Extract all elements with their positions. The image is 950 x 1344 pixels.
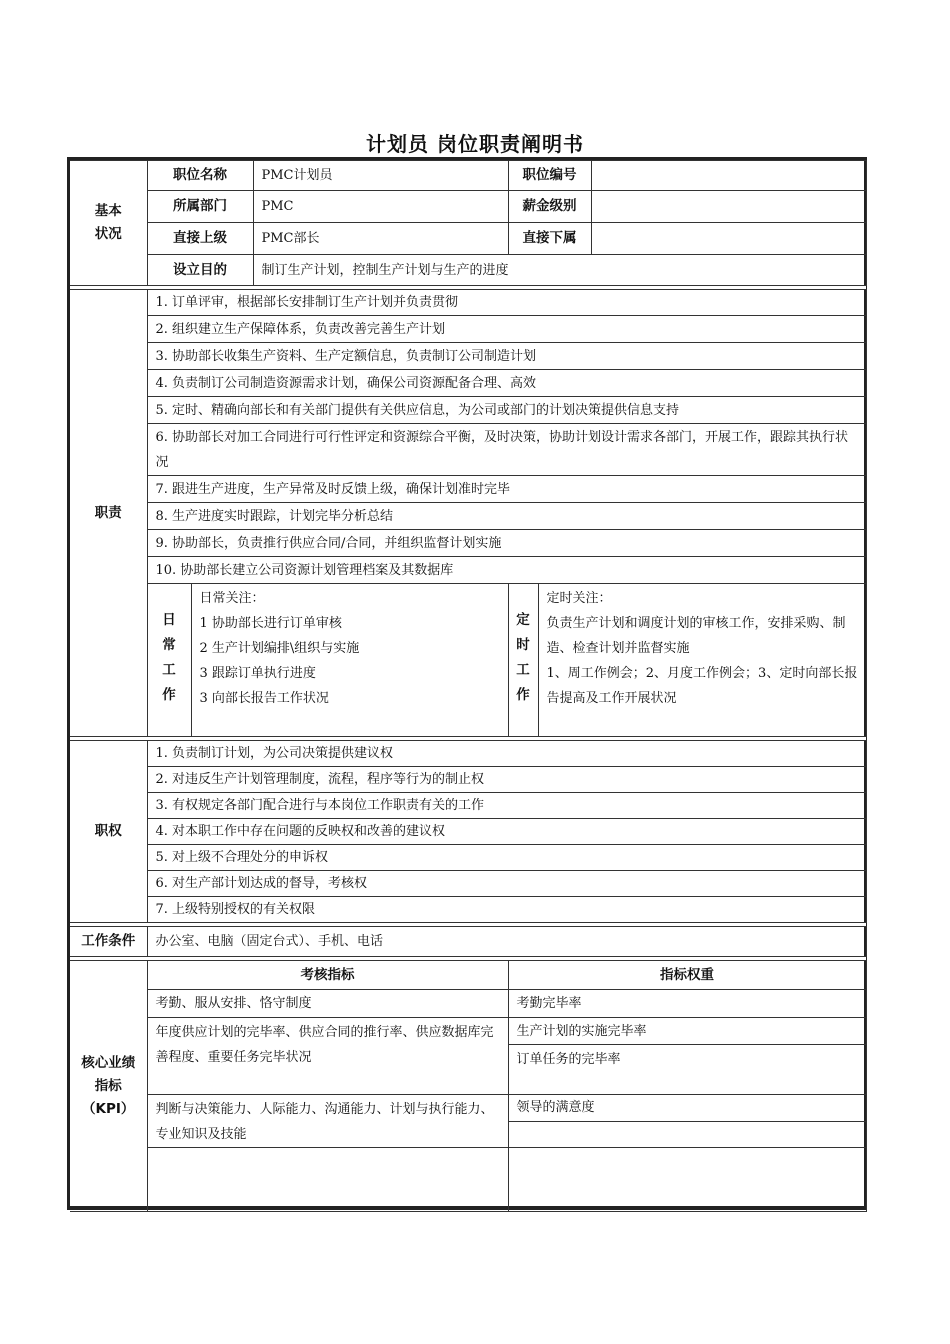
kpi-weight-header: 指标权重 <box>508 961 866 990</box>
authority-item: 5. 对上级不合理处分的申诉权 <box>147 845 866 871</box>
kpi-indicator-cell: 年度供应计划的完毕率、供应合同的推行率、供应数据库完善程度、重要任务完毕状况 <box>147 1018 508 1095</box>
duty-item: 2. 组织建立生产保障体系，负责改善完善生产计划 <box>147 316 866 343</box>
duty-item: 1. 订单评审，根据部长安排制订生产计划并负责贯彻 <box>147 290 866 316</box>
duty-item: 9. 协助部长，负责推行供应合同/合同，并组织监督计划实施 <box>147 530 866 557</box>
duty-item: 8. 生产进度实时跟踪，计划完毕分析总结 <box>147 503 866 530</box>
kpi-weight-cell: 领导的满意度 <box>508 1095 866 1122</box>
subordinate-label: 直接下属 <box>508 223 591 255</box>
kpi-weight-cell: 考勤完毕率 <box>508 990 866 1018</box>
job-description-form <box>67 157 867 1210</box>
duty-item: 7. 跟进生产进度，生产异常及时反馈上级，确保计划准时完毕 <box>147 476 866 503</box>
authority-item: 3. 有权规定各部门配合进行与本岗位工作职责有关的工作 <box>147 793 866 819</box>
kpi-weight-cell: 生产计划的实施完毕率 <box>508 1018 866 1045</box>
periodic-work-content: 定时关注： 负责生产计划和调度计划的审核工作，安排采购、制造、检查计划并监督实施 1、周工作例会；2、月度工作例会；3、定时向部长报告提高及工作开展状况 <box>538 584 866 737</box>
purpose-label: 设立目的 <box>147 255 253 286</box>
basic-section-label: 基本 状况 <box>70 161 147 286</box>
conditions-value: 办公室、电脑（固定台式）、手机、电话 <box>147 927 866 957</box>
authority-section-label: 职权 <box>70 741 147 923</box>
position-code-value <box>591 161 866 191</box>
document-title: 计划员 岗位职责阐明书 <box>366 132 584 156</box>
salary-value <box>591 191 866 223</box>
kpi-weight-cell-empty <box>508 1148 866 1212</box>
periodic-work-label: 定 时 工 作 <box>508 584 538 737</box>
conditions-section-label: 工作条件 <box>70 927 147 957</box>
department-label: 所属部门 <box>147 191 253 223</box>
subordinate-value <box>591 223 866 255</box>
kpi-section-label: 核心业绩 指标 （KPI） <box>70 961 147 1212</box>
position-code-label: 职位编号 <box>508 161 591 191</box>
daily-work-label: 日 常 工 作 <box>147 584 191 737</box>
authority-item: 1. 负责制订计划，为公司决策提供建议权 <box>147 741 866 767</box>
authority-item: 6. 对生产部计划达成的督导，考核权 <box>147 871 866 897</box>
kpi-indicator-cell-empty <box>147 1148 508 1212</box>
kpi-indicator-cell: 判断与决策能力、人际能力、沟通能力、计划与执行能力、专业知识及技能 <box>147 1095 508 1148</box>
salary-label: 薪金级别 <box>508 191 591 223</box>
kpi-indicator-cell: 考勤、服从安排、恪守制度 <box>147 990 508 1018</box>
duty-item: 4. 负责制订公司制造资源需求计划，确保公司资源配备合理、高效 <box>147 370 866 397</box>
duty-item: 5. 定时、精确向部长和有关部门提供有关供应信息，为公司或部门的计划决策提供信息支持 <box>147 397 866 424</box>
duty-item: 3. 协助部长收集生产资料、生产定额信息，负责制订公司制造计划 <box>147 343 866 370</box>
position-name-value: PMC计划员 <box>253 161 508 191</box>
form-table <box>70 160 867 1212</box>
daily-work-content: 日常关注： 1 协助部长进行订单审核 2 生产计划编排\组织与实施 3 跟踪订单执行进度 3 向部长报告工作状况 <box>191 584 508 737</box>
duty-item: 6. 协助部长对加工合同进行可行性评定和资源综合平衡，及时决策，协助计划设计需求各部门，开展工作，跟踪其执行状况 <box>147 424 866 476</box>
superior-value: PMC部长 <box>253 223 508 255</box>
position-name-label: 职位名称 <box>147 161 253 191</box>
purpose-value: 制订生产计划，控制生产计划与生产的进度 <box>253 255 866 286</box>
duty-item: 10. 协助部长建立公司资源计划管理档案及其数据库 <box>147 557 866 584</box>
kpi-indicator-header: 考核指标 <box>147 961 508 990</box>
authority-item: 2. 对违反生产计划管理制度，流程，程序等行为的制止权 <box>147 767 866 793</box>
kpi-weight-cell: 订单任务的完毕率 <box>508 1045 866 1095</box>
duties-section-label: 职责 <box>70 290 147 737</box>
superior-label: 直接上级 <box>147 223 253 255</box>
department-value: PMC <box>253 191 508 223</box>
authority-item: 4. 对本职工作中存在问题的反映权和改善的建议权 <box>147 819 866 845</box>
authority-item: 7. 上级特别授权的有关权限 <box>147 897 866 923</box>
kpi-weight-cell-empty <box>508 1121 866 1148</box>
